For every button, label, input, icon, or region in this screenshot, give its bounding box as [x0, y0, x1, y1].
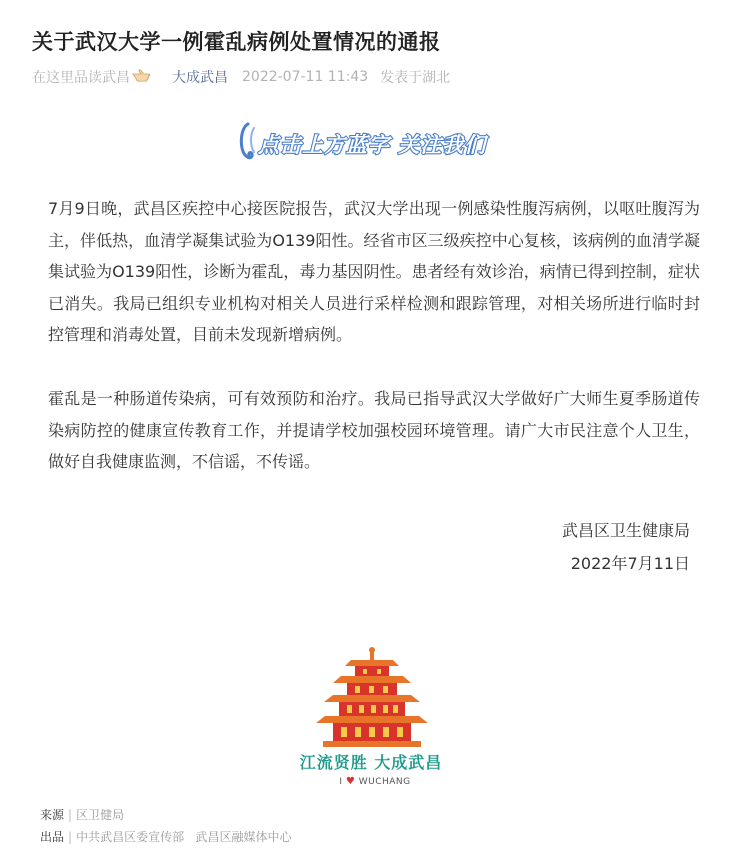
logo-subtitle	[330, 776, 420, 787]
publish-location: 发表于湖北	[380, 70, 451, 86]
signature-date: 2022年7月11日	[570, 554, 690, 573]
logo-sub-prefix: I	[339, 777, 343, 787]
article-paragraph-1: 7月9日晚，武昌区疾控中心接医院报告，武汉大学出现一例感染性腹泻病例，以呕吐腹泻为主，伴低热，血清学凝集试验为O139阳性。经省市区三级疾控中心复核，该病例的血清学凝集试验为O139阳性，诊断为霍乱，毒力基因阴性。患者经有效诊治，病情已得到控制，症状已消失。我局已组织专业机构对相关人员进行采样检测和跟踪管理，对相关场所进行临时封控管理和消毒处置，目前未发现新增病例。	[48, 199, 700, 344]
article-paragraph-2: 霍乱是一种肠道传染病，可有效预防和治疗。我局已指导武汉大学做好广大师生夏季肠道传染病防控的健康宣传教育工作，并提请学校加强校园环境管理。请广大市民注意个人卫生，做好自我健康监测，不信谣，不传谣。	[48, 389, 700, 471]
meta-prompt: 在这里品读武昌	[32, 70, 130, 86]
footer-separator: |	[68, 830, 73, 844]
publish-time: 2022-07-11 11:43	[242, 69, 369, 85]
footer-source-label: 来源	[40, 808, 65, 822]
footer-producer-value: 中共武昌区委宣传部 武昌区融媒体中心	[76, 830, 292, 844]
heart-icon: ♥	[345, 776, 356, 787]
logo-slogan: 江流贤胜 大成武昌	[299, 753, 443, 772]
article-title: 关于武汉大学一例霍乱病例处置情况的通报	[32, 30, 441, 54]
pointing-hand-icon	[132, 68, 152, 86]
account-name-link[interactable]: 大成武昌	[172, 70, 228, 86]
footer-separator: |	[68, 808, 73, 822]
footer-producer-label: 出品	[40, 830, 65, 844]
article-meta	[32, 67, 450, 87]
footer-source	[40, 806, 124, 823]
footer-source-value: 区卫健局	[76, 808, 125, 822]
follow-us-banner[interactable]	[234, 118, 504, 166]
footer-producer	[40, 828, 292, 845]
signature-org: 武昌区卫生健康局	[561, 521, 690, 540]
banner-text: 点击上方蓝字 关注我们	[258, 133, 487, 157]
logo-sub-suffix: WUCHANG	[358, 777, 411, 787]
